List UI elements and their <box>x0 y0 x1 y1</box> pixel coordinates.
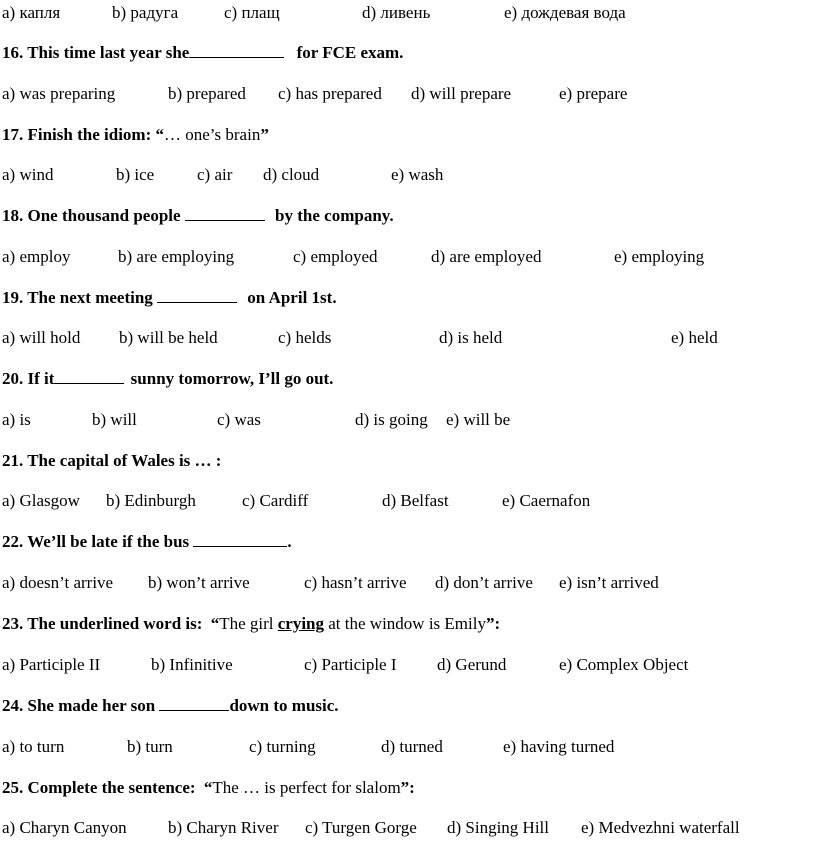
question-text-after: for FCE exam. <box>296 43 404 62</box>
question-number: 18. <box>2 206 24 225</box>
option-e: e) having turned <box>503 737 615 756</box>
question-text: Finish the idiom: <box>27 125 152 144</box>
option-d: d) will prepare <box>411 84 512 103</box>
option-a: a) employ <box>2 247 71 266</box>
answer-blank <box>54 366 124 384</box>
option-d: d) is going <box>355 410 428 429</box>
option-c: c) turning <box>249 737 316 756</box>
question-number: 20. <box>2 369 24 388</box>
option-d: d) cloud <box>263 165 320 184</box>
option-b: b) ice <box>116 165 155 184</box>
question-number: 24. <box>2 696 24 715</box>
quote-open: “ <box>210 614 220 633</box>
option-c: c) employed <box>293 247 378 266</box>
option-c: c) плащ <box>224 3 280 22</box>
question-17 <box>2 122 269 148</box>
quote-close: ”: <box>400 778 415 797</box>
option-b: b) will <box>92 410 137 429</box>
option-e: e) held <box>671 328 718 347</box>
quote-open: “ <box>155 125 164 144</box>
question-text-after: down to music. <box>229 696 339 715</box>
sentence-text: The … is perfect for slalom <box>212 778 401 797</box>
answer-blank <box>185 203 265 221</box>
option-e: e) isn’t arrived <box>559 573 659 592</box>
option-c: c) air <box>197 165 233 184</box>
question-text: If it <box>27 369 55 388</box>
option-a: a) wind <box>2 165 54 184</box>
question-23 <box>2 611 500 637</box>
question-number: 22. <box>2 532 24 551</box>
question-text: She made her son <box>27 696 156 715</box>
question-16 <box>2 40 403 66</box>
option-a: a) doesn’t arrive <box>2 573 114 592</box>
option-b: b) turn <box>127 737 173 756</box>
option-a: a) to turn <box>2 737 65 756</box>
question-text-after: on April 1st. <box>247 288 337 307</box>
option-e: e) will be <box>446 410 511 429</box>
option-c: c) hasn’t arrive <box>304 573 407 592</box>
question-25 <box>2 775 415 801</box>
question-text: Complete the sentence: <box>27 778 196 797</box>
option-b: b) will be held <box>119 328 218 347</box>
option-a: a) is <box>2 410 31 429</box>
option-e: e) Caernafon <box>502 491 591 510</box>
question-number: 19. <box>2 288 24 307</box>
option-e: e) wash <box>391 165 444 184</box>
quote-close: ” <box>260 125 269 144</box>
option-d: d) don’t arrive <box>435 573 533 592</box>
question-number: 23. <box>2 614 24 633</box>
option-c: c) has prepared <box>278 84 382 103</box>
idiom-text: … one’s brain <box>164 125 261 144</box>
answer-blank <box>159 693 229 711</box>
option-b: b) Edinburgh <box>106 491 196 510</box>
option-b: b) Infinitive <box>151 655 233 674</box>
option-c: c) was <box>217 410 261 429</box>
option-e: e) дождевая вода <box>504 3 626 22</box>
question-text-after: . <box>287 532 292 551</box>
option-a: a) Participle II <box>2 655 101 674</box>
answer-blank <box>157 285 237 303</box>
option-b: b) Charyn River <box>168 818 279 837</box>
question-18 <box>2 203 394 229</box>
option-e: e) employing <box>614 247 705 266</box>
option-a: a) was preparing <box>2 84 116 103</box>
option-c: c) Turgen Gorge <box>305 818 417 837</box>
quote-close: ”: <box>485 614 501 633</box>
question-text: The capital of Wales is … : <box>27 451 222 470</box>
answer-blank <box>193 529 287 547</box>
option-a: a) will hold <box>2 328 81 347</box>
question-number: 21. <box>2 451 24 470</box>
question-number: 16. <box>2 43 24 62</box>
option-b: b) won’t arrive <box>148 573 250 592</box>
option-a: a) Glasgow <box>2 491 80 510</box>
question-19 <box>2 285 337 311</box>
option-b: b) радуга <box>112 3 179 22</box>
option-a: a) Charyn Canyon <box>2 818 127 837</box>
option-e: e) prepare <box>559 84 628 103</box>
option-c: c) Participle I <box>304 655 397 674</box>
question-text: The next meeting <box>27 288 153 307</box>
question-text: We’ll be late if the bus <box>27 532 190 551</box>
option-d: d) turned <box>381 737 443 756</box>
question-text: This time last year she <box>27 43 190 62</box>
quote-open: “ <box>203 778 213 797</box>
option-c: c) Cardiff <box>242 491 309 510</box>
question-text-after: sunny tomorrow, I’ll go out. <box>130 369 334 388</box>
option-e: e) Medvezhni waterfall <box>581 818 740 837</box>
question-text: One thousand people <box>27 206 181 225</box>
option-a: a) капля <box>2 3 61 22</box>
question-text: The underlined word is: <box>27 614 203 633</box>
question-text-after: by the company. <box>275 206 394 225</box>
question-20 <box>2 366 333 392</box>
option-b: b) are employing <box>118 247 235 266</box>
underlined-word: crying <box>277 614 325 633</box>
option-d: d) ливень <box>362 3 431 22</box>
option-d: d) Belfast <box>382 491 449 510</box>
answer-blank <box>189 40 284 58</box>
question-number: 17. <box>2 125 24 144</box>
option-d: d) Singing Hill <box>447 818 550 837</box>
option-d: d) are employed <box>431 247 542 266</box>
option-b: b) prepared <box>168 84 246 103</box>
sentence-part: The girl <box>219 614 274 633</box>
sentence-part-after: at the window is Emily <box>328 614 486 633</box>
question-21 <box>2 448 221 474</box>
option-c: c) helds <box>278 328 332 347</box>
option-d: d) is held <box>439 328 503 347</box>
question-24 <box>2 693 339 719</box>
question-22 <box>2 529 292 555</box>
option-d: d) Gerund <box>437 655 507 674</box>
question-number: 25. <box>2 778 24 797</box>
option-e: e) Complex Object <box>559 655 689 674</box>
